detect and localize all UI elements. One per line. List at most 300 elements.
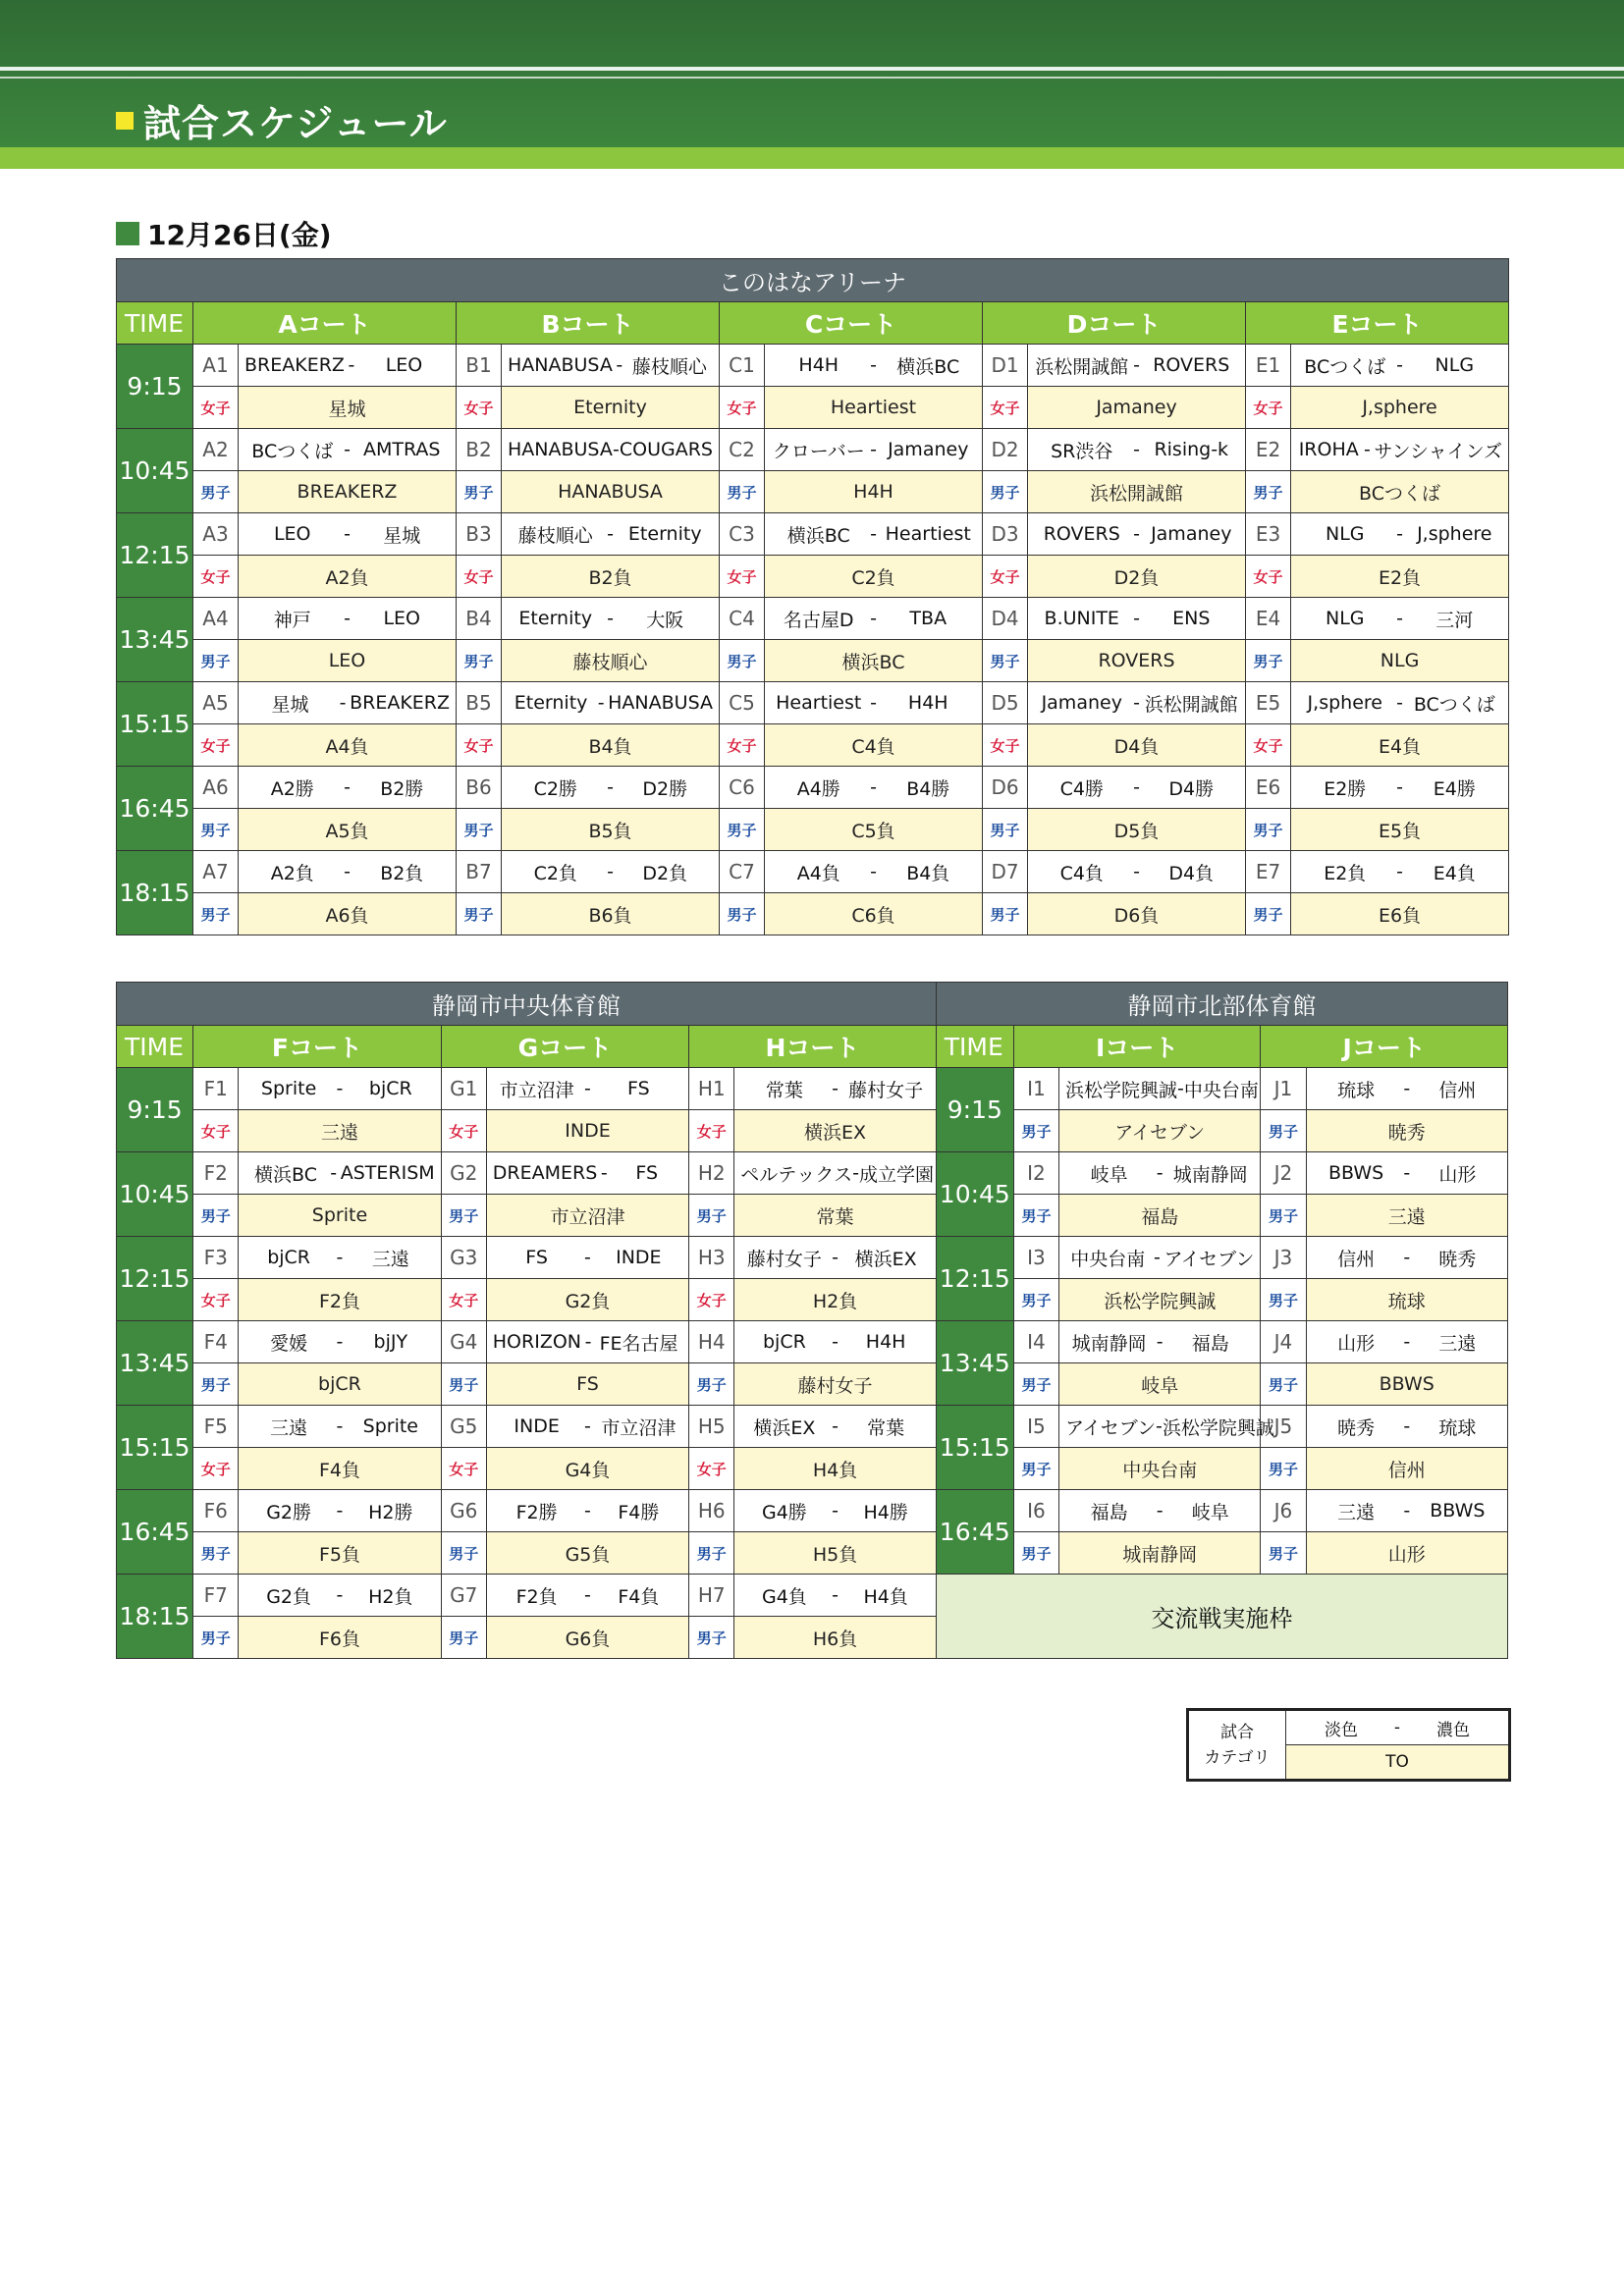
match-id: H5	[689, 1406, 734, 1448]
team-light: 神戸	[273, 609, 311, 631]
category-badge: 女子	[983, 387, 1028, 429]
category-badge: 男子	[193, 1617, 239, 1659]
vs-dash: -	[1154, 1247, 1161, 1268]
category-badge: 男子	[689, 1363, 734, 1406]
to-team: D5負	[1028, 809, 1246, 851]
match-teams	[239, 767, 457, 809]
title-square-icon	[116, 112, 134, 130]
legend-to: TO	[1286, 1745, 1510, 1781]
match-id: D3	[983, 513, 1028, 556]
time-slot: 18:15	[117, 851, 193, 935]
team-dark: 成立学園	[858, 1163, 934, 1186]
slot-row-top	[117, 345, 1509, 387]
match-id: D4	[983, 598, 1028, 640]
category-badge: 男子	[983, 640, 1028, 682]
match-id: H2	[689, 1152, 734, 1195]
match-teams	[734, 1406, 936, 1448]
category-badge: 男子	[720, 471, 765, 513]
team-dark: Eternity	[627, 523, 702, 545]
category-badge: 男子	[720, 809, 765, 851]
match-id: C1	[720, 345, 765, 387]
time-slot: 10:45	[117, 1152, 193, 1237]
vs-dash: -	[584, 1331, 592, 1353]
court-header: Eコート	[1246, 302, 1509, 345]
team-light: G2勝	[266, 1501, 312, 1523]
category-badge: 女子	[720, 724, 765, 767]
team-light: Sprite	[260, 1078, 317, 1099]
category-badge: 女子	[441, 1448, 486, 1490]
time-header: TIME	[117, 302, 193, 345]
match-id: E1	[1246, 345, 1291, 387]
category-badge: 女子	[689, 1279, 734, 1321]
slot-row-top	[117, 1490, 1508, 1532]
team-dark: E4負	[1433, 862, 1476, 884]
court-header: Hコート	[689, 1026, 937, 1068]
to-team: A5負	[239, 809, 457, 851]
team-light: 山形	[1337, 1332, 1376, 1355]
to-team: Heartiest	[765, 387, 983, 429]
to-team: H2負	[734, 1279, 936, 1321]
match-id: B1	[457, 345, 502, 387]
vs-dash: -	[1396, 354, 1403, 376]
team-light: アイセブン	[1065, 1416, 1156, 1439]
match-teams	[239, 345, 457, 387]
time-slot: 15:15	[936, 1406, 1013, 1490]
match-id: B5	[457, 682, 502, 724]
slot-row-bottom	[117, 1448, 1508, 1490]
match-teams	[1059, 1237, 1261, 1279]
match-id: G7	[441, 1575, 486, 1617]
team-dark: ROVERS	[1153, 354, 1230, 376]
match-teams	[1028, 429, 1246, 471]
vs-dash: -	[1403, 1247, 1411, 1268]
category-badge: 男子	[1261, 1532, 1306, 1575]
match-teams	[765, 345, 983, 387]
team-light: F2勝	[515, 1501, 558, 1523]
slot-row-top	[117, 851, 1509, 893]
team-light: H4H	[798, 354, 839, 376]
team-light: A4勝	[796, 777, 840, 800]
match-id: D1	[983, 345, 1028, 387]
match-teams	[1028, 767, 1246, 809]
to-team: G2負	[486, 1279, 688, 1321]
match-id: A5	[193, 682, 239, 724]
category-badge: 女子	[983, 556, 1028, 598]
team-dark: H4負	[863, 1585, 908, 1608]
match-teams	[765, 682, 983, 724]
match-id: G6	[441, 1490, 486, 1532]
team-dark: NLG	[1435, 354, 1475, 376]
to-team: E5負	[1291, 809, 1509, 851]
category-badge: 女子	[441, 1279, 486, 1321]
team-light: 市立沼津	[499, 1079, 574, 1101]
to-team: F4負	[239, 1448, 441, 1490]
match-id: F4	[193, 1321, 239, 1363]
team-dark: ASTERISM	[340, 1162, 435, 1184]
team-light: SR渋谷	[1051, 440, 1113, 462]
category-badge: 女子	[193, 1448, 239, 1490]
match-teams	[239, 429, 457, 471]
match-teams	[1291, 429, 1509, 471]
to-team: B4負	[502, 724, 720, 767]
match-id: C6	[720, 767, 765, 809]
vs-dash: -	[1133, 861, 1140, 882]
match-teams	[1306, 1068, 1508, 1110]
team-dark: BREAKERZ	[350, 692, 450, 714]
match-teams	[1059, 1152, 1261, 1195]
to-team: 福島	[1059, 1195, 1261, 1237]
category-badge: 男子	[1246, 893, 1291, 935]
team-light: bjCR	[267, 1247, 311, 1268]
match-id: A1	[193, 345, 239, 387]
to-team: 山形	[1306, 1532, 1508, 1575]
team-light: 琉球	[1337, 1079, 1376, 1101]
legend-box	[1186, 1708, 1511, 1782]
team-light: 藤枝順心	[517, 524, 593, 547]
time-slot: 12:15	[936, 1237, 1013, 1321]
to-team: 浜松開誠館	[1028, 471, 1246, 513]
match-teams	[239, 1575, 441, 1617]
team-light: FS	[525, 1247, 548, 1268]
match-id: G5	[441, 1406, 486, 1448]
category-badge: 女子	[720, 556, 765, 598]
match-id: I5	[1013, 1406, 1058, 1448]
team-dark: HANABUSA	[608, 692, 713, 714]
time-slot: 18:15	[117, 1575, 193, 1659]
vs-dash: -	[1396, 523, 1403, 545]
team-dark: 岐阜	[1191, 1501, 1229, 1523]
match-teams	[765, 598, 983, 640]
team-light: Eternity	[518, 608, 593, 629]
category-badge: 男子	[689, 1617, 734, 1659]
vs-dash: -	[344, 608, 351, 629]
match-id: F7	[193, 1575, 239, 1617]
team-dark: ENS	[1172, 608, 1211, 629]
match-teams	[1291, 513, 1509, 556]
team-light: BREAKERZ	[244, 354, 345, 376]
category-badge: 男子	[689, 1532, 734, 1575]
slot-row-bottom	[117, 724, 1509, 767]
match-teams	[1306, 1321, 1508, 1363]
to-team: E2負	[1291, 556, 1509, 598]
match-teams	[486, 1237, 688, 1279]
team-dark: 三河	[1435, 609, 1474, 631]
time-slot: 15:15	[117, 1406, 193, 1490]
to-team: NLG	[1291, 640, 1509, 682]
vs-dash: -	[870, 776, 877, 798]
to-team: HANABUSA	[502, 471, 720, 513]
to-team: H4H	[765, 471, 983, 513]
time-slot: 12:15	[117, 1237, 193, 1321]
match-id: D7	[983, 851, 1028, 893]
category-badge: 男子	[1261, 1110, 1306, 1152]
team-light: 常葉	[765, 1079, 803, 1101]
venue-row	[117, 983, 1508, 1026]
slot-row-top	[117, 1068, 1508, 1110]
match-teams	[765, 429, 983, 471]
slot-row-bottom	[117, 471, 1509, 513]
vs-dash: -	[1156, 1331, 1164, 1353]
team-dark: アイセブン	[1164, 1248, 1255, 1270]
match-teams	[1028, 851, 1246, 893]
match-teams	[502, 429, 720, 471]
time-slot: 13:45	[117, 598, 193, 682]
court-header: Iコート	[1013, 1026, 1261, 1068]
to-team: G6負	[486, 1617, 688, 1659]
match-id: J3	[1261, 1237, 1306, 1279]
vs-dash: -	[336, 1247, 344, 1268]
team-light: C4勝	[1059, 777, 1104, 800]
vs-dash: -	[1403, 1331, 1411, 1353]
category-badge: 女子	[689, 1110, 734, 1152]
to-team: 星城	[239, 387, 457, 429]
category-badge: 女子	[689, 1448, 734, 1490]
category-badge: 女子	[1246, 724, 1291, 767]
slot-row-bottom	[117, 1110, 1508, 1152]
team-dark: H4H	[865, 1331, 906, 1353]
to-team: G5負	[486, 1532, 688, 1575]
vs-dash: -	[616, 354, 623, 376]
vs-dash: -	[1133, 776, 1140, 798]
category-badge: 男子	[983, 471, 1028, 513]
to-team: 三遠	[1306, 1195, 1508, 1237]
vs-dash: -	[1363, 439, 1371, 460]
match-teams	[765, 513, 983, 556]
team-light: B.UNITE	[1044, 608, 1119, 629]
to-team: BREAKERZ	[239, 471, 457, 513]
match-teams	[1059, 1321, 1261, 1363]
to-team: 藤村女子	[734, 1363, 936, 1406]
match-id: A2	[193, 429, 239, 471]
team-light: BBWS	[1328, 1162, 1384, 1184]
team-dark: E4勝	[1433, 777, 1476, 800]
team-light: HANABUSA	[508, 354, 613, 376]
to-team: 常葉	[734, 1195, 936, 1237]
team-light: 福島	[1090, 1501, 1128, 1523]
time-slot: 15:15	[117, 682, 193, 767]
match-teams	[1059, 1490, 1261, 1532]
vs-dash: -	[607, 861, 614, 882]
team-light: 横浜BC	[786, 524, 850, 547]
match-id: G1	[441, 1068, 486, 1110]
court-header: Fコート	[193, 1026, 442, 1068]
match-teams	[1059, 1068, 1261, 1110]
match-teams	[1291, 851, 1509, 893]
match-teams	[734, 1490, 936, 1532]
match-teams	[486, 1490, 688, 1532]
team-light: G4負	[761, 1585, 807, 1608]
vs-dash: -	[852, 1162, 859, 1184]
to-team: B2負	[502, 556, 720, 598]
team-light: 横浜BC	[254, 1163, 317, 1186]
venue-name: 静岡市北部体育館	[936, 983, 1507, 1026]
team-dark: H4勝	[863, 1501, 908, 1523]
slot-row-top	[117, 682, 1509, 724]
team-light: BCつくば	[1304, 355, 1386, 378]
to-team: Eternity	[502, 387, 720, 429]
team-dark: 山形	[1438, 1163, 1477, 1186]
category-badge: 男子	[193, 471, 239, 513]
category-badge: 男子	[457, 809, 502, 851]
vs-dash: -	[344, 439, 351, 460]
team-light: DREAMERS	[492, 1162, 598, 1184]
vs-dash: -	[584, 1500, 591, 1522]
team-dark: J,sphere	[1417, 523, 1492, 545]
match-teams	[239, 682, 457, 724]
legend-label-line1: 試合	[1220, 1722, 1254, 1742]
date-square-icon	[116, 222, 139, 245]
category-badge: 男子	[1261, 1363, 1306, 1406]
team-light: F2負	[515, 1585, 558, 1608]
team-light: 横浜EX	[753, 1416, 816, 1439]
team-dark: 中央台南	[1183, 1079, 1259, 1101]
match-id: C4	[720, 598, 765, 640]
slot-row-bottom	[117, 1195, 1508, 1237]
match-teams	[239, 1068, 441, 1110]
to-team: Jamaney	[1028, 387, 1246, 429]
category-badge: 男子	[457, 893, 502, 935]
team-light: 中央台南	[1070, 1248, 1146, 1270]
to-team: 暁秀	[1306, 1110, 1508, 1152]
match-id: J2	[1261, 1152, 1306, 1195]
team-light: A4負	[796, 862, 840, 884]
category-badge: 男子	[1246, 640, 1291, 682]
category-badge: 女子	[983, 724, 1028, 767]
header-stripe	[0, 67, 1624, 71]
team-dark: 信州	[1438, 1079, 1477, 1101]
team-light: G2負	[266, 1585, 312, 1608]
team-dark: FE名古屋	[599, 1332, 678, 1355]
vs-dash: -	[344, 523, 351, 545]
to-team: H6負	[734, 1617, 936, 1659]
team-dark: H2勝	[368, 1501, 413, 1523]
legend-dash: -	[1393, 1718, 1401, 1737]
legend-dark: 濃色	[1436, 1720, 1470, 1740]
vs-dash: -	[1403, 1500, 1411, 1522]
category-badge: 女子	[457, 556, 502, 598]
team-light: 城南静岡	[1071, 1332, 1147, 1355]
to-team: A2負	[239, 556, 457, 598]
match-id: I2	[1013, 1152, 1058, 1195]
match-teams	[1028, 345, 1246, 387]
match-id: E4	[1246, 598, 1291, 640]
category-badge: 男子	[1261, 1279, 1306, 1321]
team-dark: LEO	[383, 608, 421, 629]
team-dark: F4負	[618, 1585, 660, 1608]
team-light: HORIZON	[492, 1331, 581, 1353]
slot-row-top	[117, 429, 1509, 471]
to-team: Sprite	[239, 1195, 441, 1237]
team-dark: 星城	[383, 524, 421, 547]
court-header-row	[117, 302, 1509, 345]
legend-label-line2: カテゴリ	[1204, 1747, 1271, 1768]
to-team: INDE	[486, 1110, 688, 1152]
match-teams	[239, 1152, 441, 1195]
team-dark: INDE	[616, 1247, 662, 1268]
court-header: Bコート	[457, 302, 720, 345]
slot-row-top	[117, 1406, 1508, 1448]
to-team: J,sphere	[1291, 387, 1509, 429]
vs-dash: -	[1396, 608, 1403, 629]
vs-dash: -	[600, 1162, 608, 1184]
vs-dash: -	[612, 439, 620, 460]
vs-dash: -	[1156, 1500, 1164, 1522]
category-badge: 男子	[193, 1363, 239, 1406]
match-id: H7	[689, 1575, 734, 1617]
to-team: D4負	[1028, 724, 1246, 767]
team-dark: B2負	[380, 862, 424, 884]
to-team: E6負	[1291, 893, 1509, 935]
team-dark: B2勝	[380, 777, 424, 800]
vs-dash: -	[870, 439, 877, 460]
time-slot: 16:45	[117, 767, 193, 851]
to-team: F5負	[239, 1532, 441, 1575]
time-slot: 10:45	[117, 429, 193, 513]
vs-dash: -	[336, 1331, 344, 1353]
category-badge: 女子	[720, 387, 765, 429]
to-team: H4負	[734, 1448, 936, 1490]
team-dark: COUGARS	[619, 439, 713, 460]
team-dark: 常葉	[867, 1416, 905, 1439]
team-dark: BBWS	[1430, 1500, 1486, 1522]
time-slot: 9:15	[117, 345, 193, 429]
to-team: C6負	[765, 893, 983, 935]
match-id: A7	[193, 851, 239, 893]
to-team: 中央台南	[1059, 1448, 1261, 1490]
vs-dash: -	[584, 1415, 591, 1437]
team-light: 信州	[1337, 1248, 1376, 1270]
to-team: F2負	[239, 1279, 441, 1321]
category-badge: 女子	[193, 387, 239, 429]
match-id: B6	[457, 767, 502, 809]
to-team: アイセブン	[1059, 1110, 1261, 1152]
slot-row-bottom	[117, 640, 1509, 682]
match-id: A4	[193, 598, 239, 640]
match-teams	[486, 1321, 688, 1363]
category-badge: 男子	[193, 893, 239, 935]
team-light: 岐阜	[1090, 1163, 1128, 1186]
match-teams	[765, 767, 983, 809]
page-title-block	[116, 93, 448, 147]
team-light: 三遠	[1337, 1501, 1376, 1523]
team-dark: FS	[635, 1162, 659, 1184]
vs-dash: -	[584, 1247, 591, 1268]
team-dark: Heartiest	[885, 523, 971, 545]
vs-dash: -	[607, 523, 614, 545]
team-light: bjCR	[762, 1331, 806, 1353]
to-team: D2負	[1028, 556, 1246, 598]
category-badge: 男子	[441, 1532, 486, 1575]
match-teams	[1291, 682, 1509, 724]
match-id: I6	[1013, 1490, 1058, 1532]
match-teams	[734, 1152, 936, 1195]
match-id: E7	[1246, 851, 1291, 893]
legend-light: 淡色	[1325, 1720, 1358, 1740]
to-team: C5負	[765, 809, 983, 851]
vs-dash: -	[1177, 1078, 1184, 1099]
match-teams	[1291, 345, 1509, 387]
category-badge: 男子	[1013, 1279, 1058, 1321]
category-badge: 女子	[441, 1110, 486, 1152]
team-dark: 琉球	[1438, 1416, 1477, 1439]
match-teams	[239, 851, 457, 893]
team-light: J,sphere	[1307, 692, 1382, 714]
match-id: F2	[193, 1152, 239, 1195]
match-id: I3	[1013, 1237, 1058, 1279]
category-badge: 男子	[441, 1363, 486, 1406]
match-id: B3	[457, 513, 502, 556]
match-teams	[1291, 767, 1509, 809]
